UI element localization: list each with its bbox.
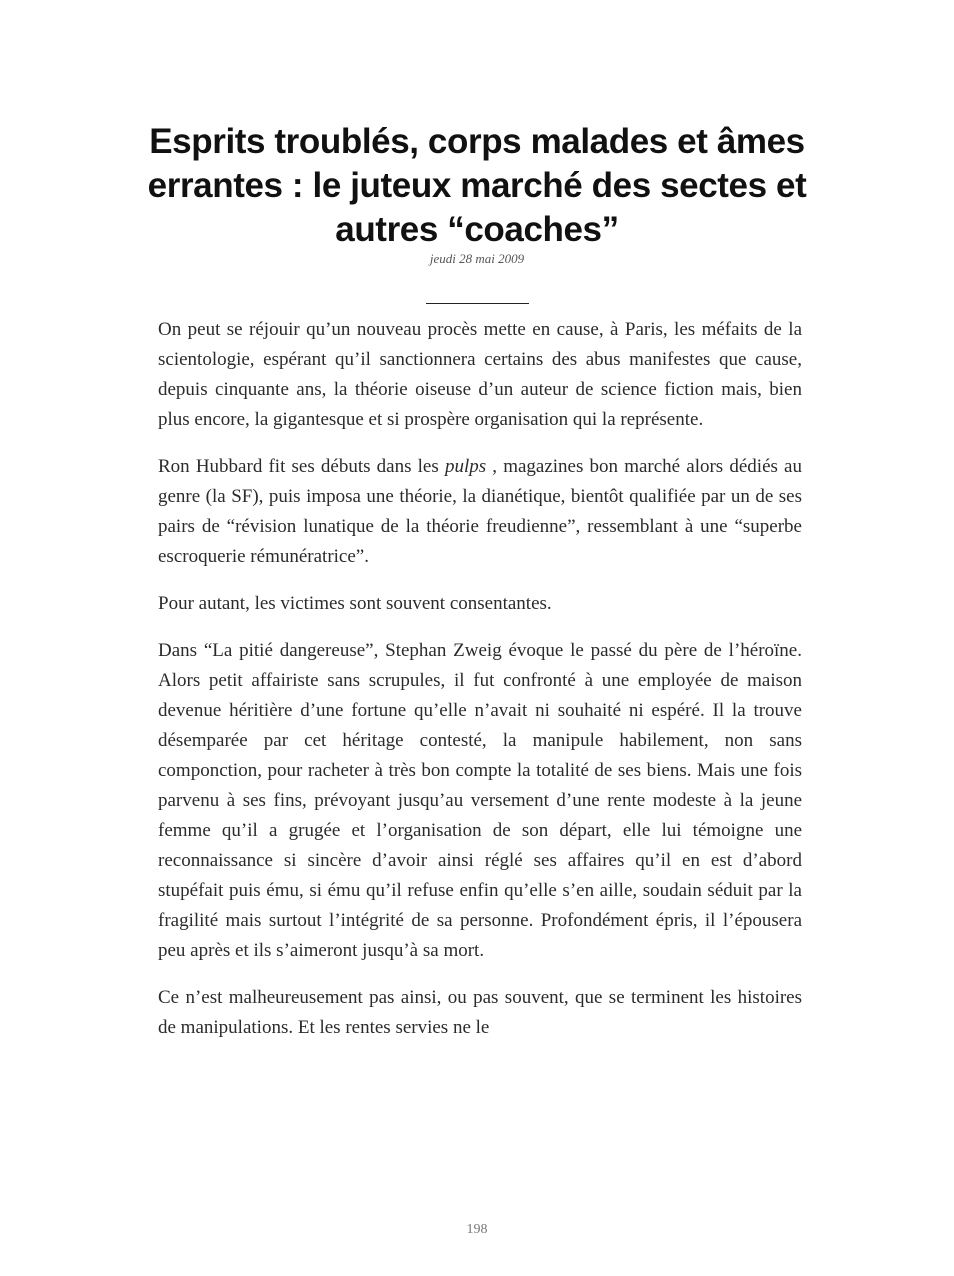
separator-rule [426, 303, 529, 304]
pulps-emphasis: pulps [444, 456, 487, 477]
article-body [158, 315, 802, 1060]
article-title: Esprits troublés, corps malades et âmes errantes : le juteux marché des sectes et autres “coaches” [147, 122, 807, 249]
article-date: jeudi 28 mai 2009 [429, 251, 525, 266]
page-number: 198 [466, 1222, 488, 1237]
paragraph-1: On peut se réjouir qu’un nouveau procès mette en cause, à Paris, les méfaits de la scientologie, espérant qu’il sanctionnera certains des abus manifestes que cause, depuis cinquante ans, la théorie oiseuse d’un auteur de science fiction mais, bien plus encore, la gigantesque et si prospère organisation qui la représente. [158, 319, 802, 430]
paragraph-2 [158, 452, 802, 572]
paragraph-2-start: Ron Hubbard fit ses débuts dans les [158, 456, 445, 477]
paragraph-2-end: , magazines bon marché alors dédiés au genre (la SF), puis imposa une théorie, la dianétique, bientôt qualifiée par un de ses pairs de “révision lunatique de la théorie freudienne”, ressemblant à une “superbe escroquerie rémunératrice”. [158, 456, 802, 567]
paragraph-4: Dans “La pitié dangereuse”, Stephan Zweig évoque le passé du père de l’héroïne. Alors petit affairiste sans scrupules, il fut confronté à une employée de maison devenue héritière d’une fortune qu’elle n’avait ni souhaité ni espéré. Il la trouve désemparée par cet héritage contesté, la manipule habilement, non sans componction, pour racheter à très bon compte la totalité de ses biens. Mais une fois parvenu à ses fins, prévoyant jusqu’au versement d’une rente modeste à la jeune femme qu’il a grugée et l’organisation de son départ, elle lui témoigne une reconnaissance si sincère d’avoir ainsi réglé ses affaires qu’il en est d’abord stupéfait puis ému, si ému qu’il refuse enfin qu’elle s’en aille, soudain séduit par la fragilité mais surtout l’intégrité de sa personne. Profondément épris, il l’épousera peu après et ils s’aimeront jusqu’à sa mort. [158, 640, 802, 961]
paragraph-5: Ce n’est malheureusement pas ainsi, ou pas souvent, que se terminent les histoires de manipulations. Et les rentes servies ne le [158, 987, 802, 1038]
paragraph-3: Pour autant, les victimes sont souvent consentantes. [158, 593, 552, 614]
